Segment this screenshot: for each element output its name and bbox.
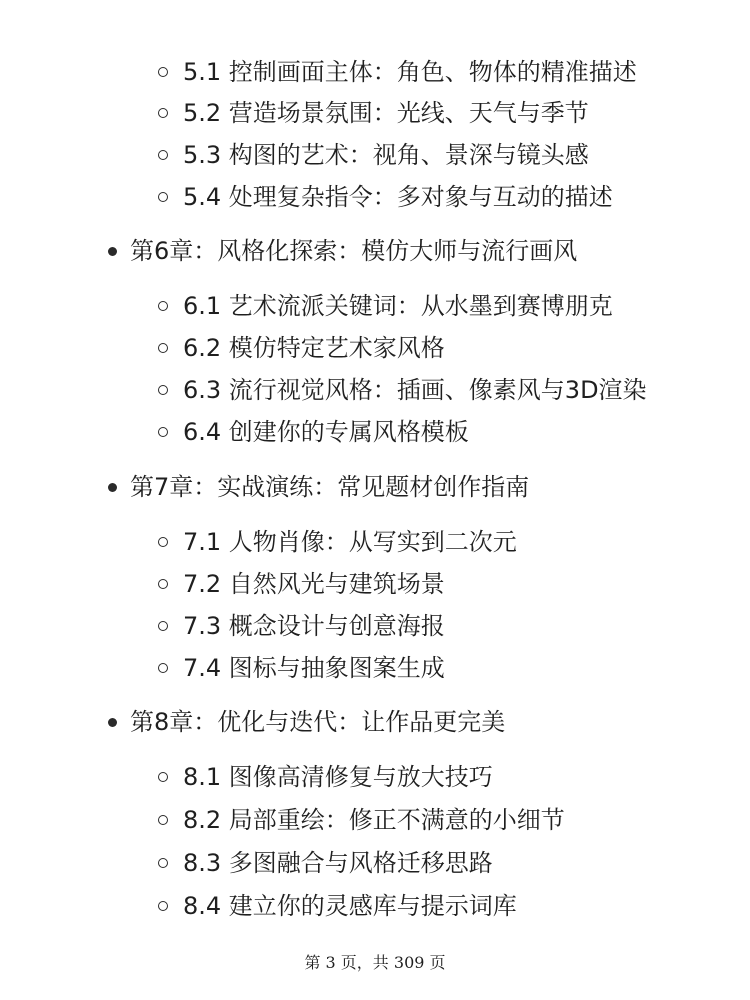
toc-section-label: 7.3 概念设计与创意海报 — [183, 612, 445, 640]
toc-section-label: 7.2 自然风光与建筑场景 — [183, 570, 445, 598]
hollow-circle-bullet-icon — [158, 343, 168, 353]
hollow-circle-bullet-icon — [158, 301, 168, 311]
toc-section-label: 6.1 艺术流派关键词：从水墨到赛博朋克 — [183, 292, 613, 320]
hollow-circle-bullet-icon — [158, 385, 168, 395]
toc-section-label: 5.4 处理复杂指令：多对象与互动的描述 — [183, 183, 613, 211]
toc-section-7-4[interactable] — [183, 648, 445, 688]
toc-section-6-3[interactable] — [183, 370, 647, 410]
toc-section-label: 8.4 建立你的灵感库与提示词库 — [183, 892, 517, 920]
toc-chapter-8[interactable] — [130, 702, 505, 742]
toc-section-5-1[interactable] — [183, 52, 637, 92]
toc-section-label: 5.3 构图的艺术：视角、景深与镜头感 — [183, 141, 589, 169]
hollow-circle-bullet-icon — [158, 858, 168, 868]
toc-section-6-2[interactable] — [183, 328, 445, 368]
toc-section-5-2[interactable] — [183, 93, 589, 133]
hollow-circle-bullet-icon — [158, 427, 168, 437]
hollow-circle-bullet-icon — [158, 108, 168, 118]
toc-section-6-1[interactable] — [183, 286, 613, 326]
hollow-circle-bullet-icon — [158, 579, 168, 589]
toc-chapter-label: 第7章：实战演练：常见题材创作指南 — [130, 473, 530, 501]
toc-section-label: 7.1 人物肖像：从写实到二次元 — [183, 528, 517, 556]
toc-chapter-6[interactable] — [130, 231, 577, 271]
toc-chapter-label: 第6章：风格化探索：模仿大师与流行画风 — [130, 237, 578, 265]
toc-chapter-label: 第8章：优化与迭代：让作品更完美 — [130, 708, 506, 736]
toc-section-label: 8.3 多图融合与风格迁移思路 — [183, 849, 493, 877]
hollow-circle-bullet-icon — [158, 815, 168, 825]
toc-chapter-7[interactable] — [130, 467, 529, 507]
toc-section-label: 7.4 图标与抽象图案生成 — [183, 654, 445, 682]
hollow-circle-bullet-icon — [158, 150, 168, 160]
hollow-circle-bullet-icon — [158, 621, 168, 631]
toc-section-8-2[interactable] — [183, 800, 565, 840]
hollow-circle-bullet-icon — [158, 192, 168, 202]
toc-section-8-3[interactable] — [183, 843, 493, 883]
toc-section-label: 5.2 营造场景氛围：光线、天气与季节 — [183, 99, 589, 127]
toc-section-label: 6.2 模仿特定艺术家风格 — [183, 334, 445, 362]
toc-section-8-4[interactable] — [183, 886, 517, 926]
hollow-circle-bullet-icon — [158, 537, 168, 547]
toc-section-8-1[interactable] — [183, 757, 493, 797]
hollow-circle-bullet-icon — [158, 67, 168, 77]
toc-section-7-2[interactable] — [183, 564, 445, 604]
toc-section-label: 6.4 创建你的专属风格模板 — [183, 418, 469, 446]
filled-dot-bullet-icon — [108, 247, 117, 256]
hollow-circle-bullet-icon — [158, 772, 168, 782]
toc-section-label: 8.1 图像高清修复与放大技巧 — [183, 763, 493, 791]
hollow-circle-bullet-icon — [158, 901, 168, 911]
toc-section-5-3[interactable] — [183, 135, 589, 175]
toc-section-label: 6.3 流行视觉风格：插画、像素风与3D渲染 — [183, 376, 647, 404]
toc-section-label: 5.1 控制画面主体：角色、物体的精准描述 — [183, 58, 637, 86]
toc-section-7-1[interactable] — [183, 522, 517, 562]
toc-section-7-3[interactable] — [183, 606, 445, 646]
page-number-footer: 第 3 页，共 309 页 — [304, 953, 446, 972]
hollow-circle-bullet-icon — [158, 663, 168, 673]
toc-section-5-4[interactable] — [183, 177, 613, 217]
toc-section-label: 8.2 局部重绘：修正不满意的小细节 — [183, 806, 565, 834]
toc-section-6-4[interactable] — [183, 412, 469, 452]
filled-dot-bullet-icon — [108, 718, 117, 727]
filled-dot-bullet-icon — [108, 483, 117, 492]
